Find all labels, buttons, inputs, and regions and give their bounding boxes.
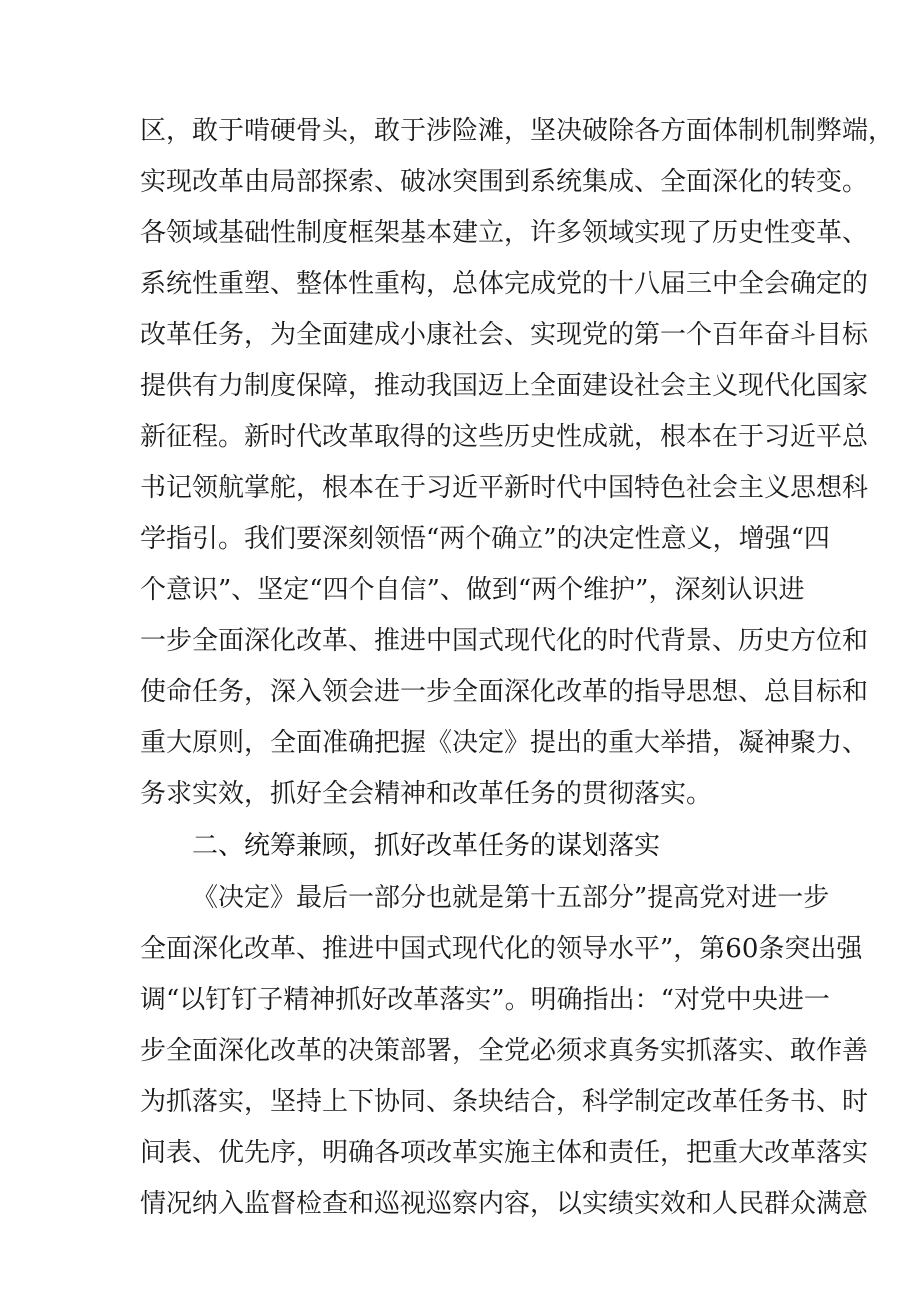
paragraph-1-line-4: 系统性重塑、整体性重构，总体完成党的十八届三中全会确定的: [140, 269, 869, 299]
paragraph-1-line-1: 区，敢于啃硬骨头，敢于涉险滩，坚决破除各方面体制机制弊端，: [140, 116, 895, 146]
paragraph-1-line-5: 改革任务，为全面建成小康社会、实现党的第一个百年奋斗目标: [140, 320, 869, 350]
paragraph-2-line-4: 步全面深化改革的决策部署，全党必须求真务实抓落实、敢作善: [140, 1036, 869, 1066]
paragraph-2-line-3: 调“以钉钉子精神抓好改革落实”。明确指出：“对党中央进一: [140, 985, 830, 1015]
paragraph-2-line-2: 全面深化改革、推进中国式现代化的领导水平”，第60条突出强: [140, 934, 863, 964]
section-heading: 二、统筹兼顾，抓好改革任务的谋划落实: [192, 831, 661, 861]
paragraph-2-line-7: 情况纳入监督检查和巡视巡察内容，以实绩实效和人民群众满意: [140, 1189, 869, 1219]
paragraph-1-line-8: 书记领航掌舵，根本在于习近平新时代中国特色社会主义思想科: [140, 473, 869, 503]
paragraph-1-line-10: 个意识”、坚定“四个自信”、做到“两个维护”，深刻认识进: [140, 575, 805, 605]
paragraph-1-line-11: 一步全面深化改革、推进中国式现代化的时代背景、历史方位和: [140, 626, 869, 656]
paragraph-2-line-6: 间表、优先序，明确各项改革实施主体和责任，把重大改革落实: [140, 1138, 869, 1168]
paragraph-1-line-13: 重大原则，全面准确把握《决定》提出的重大举措，凝神聚力、: [140, 728, 869, 758]
paragraph-1-line-9: 学指引。我们要深刻领悟“两个确立”的决定性意义，增强“四: [140, 524, 830, 554]
paragraph-2-line-5: 为抓落实，坚持上下协同、条块结合，科学制定改革任务书、时: [140, 1087, 869, 1117]
paragraph-1-line-3: 各领域基础性制度框架基本建立，许多领域实现了历史性变革、: [140, 218, 869, 248]
paragraph-2-line-1: 《决定》最后一部分也就是第十五部分”提高党对进一步: [192, 883, 830, 913]
paragraph-1-line-6: 提供有力制度保障，推动我国迈上全面建设社会主义现代化国家: [140, 371, 869, 401]
paragraph-1-line-7: 新征程。新时代改革取得的这些历史性成就，根本在于习近平总: [140, 422, 869, 452]
paragraph-1-line-2: 实现改革由局部探索、破冰突围到系统集成、全面深化的转变。: [140, 167, 869, 197]
paragraph-1-line-14: 务求实效，抓好全会精神和改革任务的贯彻落实。: [140, 779, 713, 809]
paragraph-1-line-12: 使命任务，深入领会进一步全面深化改革的指导思想、总目标和: [140, 677, 869, 707]
